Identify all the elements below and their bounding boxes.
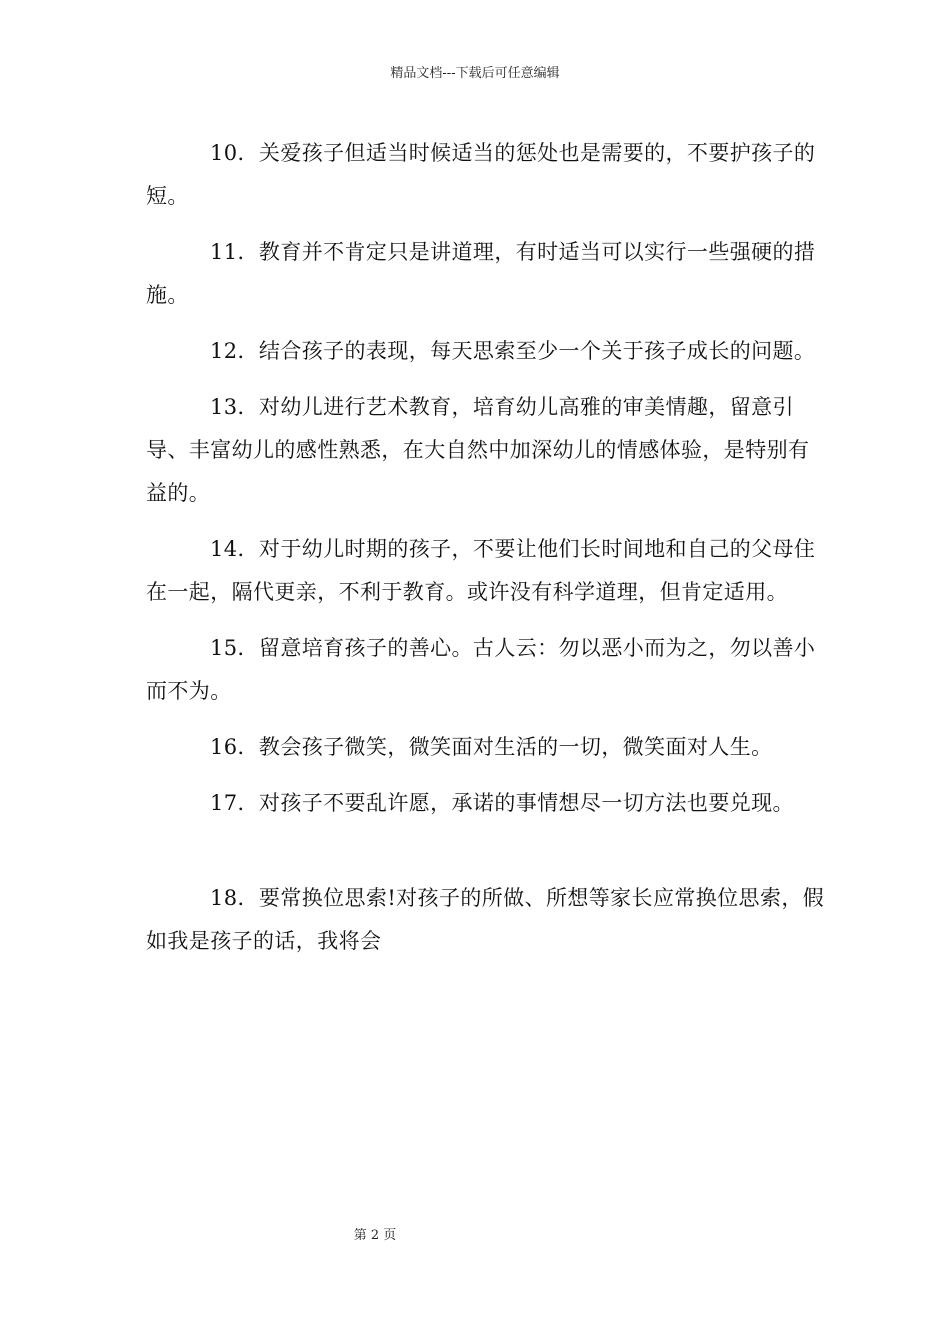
paragraph-15: 15．留意培育孩子的善心。古人云：勿以恶小而为之，勿以善小而不为。 bbox=[146, 636, 816, 703]
paragraph-16: 16．教会孩子微笑，微笑面对生活的一切，微笑面对人生。 bbox=[210, 735, 773, 759]
paragraph-10: 10．关爱孩子但适当时候适当的惩处也是需要的，不要护孩子的短。 bbox=[146, 141, 816, 208]
document-body bbox=[146, 132, 826, 963]
paragraph-11: 11．教育并不肯定只是讲道理，有时适当可以实行一些强硬的措施。 bbox=[146, 240, 816, 307]
paragraph-13: 13．对幼儿进行艺术教育，培育幼儿高雅的审美情趣，留意引导、丰富幼儿的感性熟悉，在大自然中加深幼儿的情感体验，是特别有益的。 bbox=[146, 395, 810, 505]
page-header: 精品文档---下载后可任意编辑 bbox=[390, 66, 560, 81]
page-number: 第 2 页 bbox=[353, 1228, 397, 1243]
paragraph-14: 14．对于幼儿时期的孩子，不要让他们长时间地和自己的父母住在一起，隔代更亲，不利于教育。或许没有科学道理，但肯定适用。 bbox=[146, 537, 816, 604]
paragraph-12: 12．结合孩子的表现，每天思索至少一个关于孩子成长的问题。 bbox=[210, 339, 816, 363]
paragraph-17: 17．对孩子不要乱许愿，承诺的事情想尽一切方法也要兑现。 bbox=[210, 791, 794, 815]
paragraph-18: 18．要常换位思索!对孩子的所做、所想等家长应常换位思索，假如我是孩子的话，我将会 bbox=[146, 886, 825, 953]
